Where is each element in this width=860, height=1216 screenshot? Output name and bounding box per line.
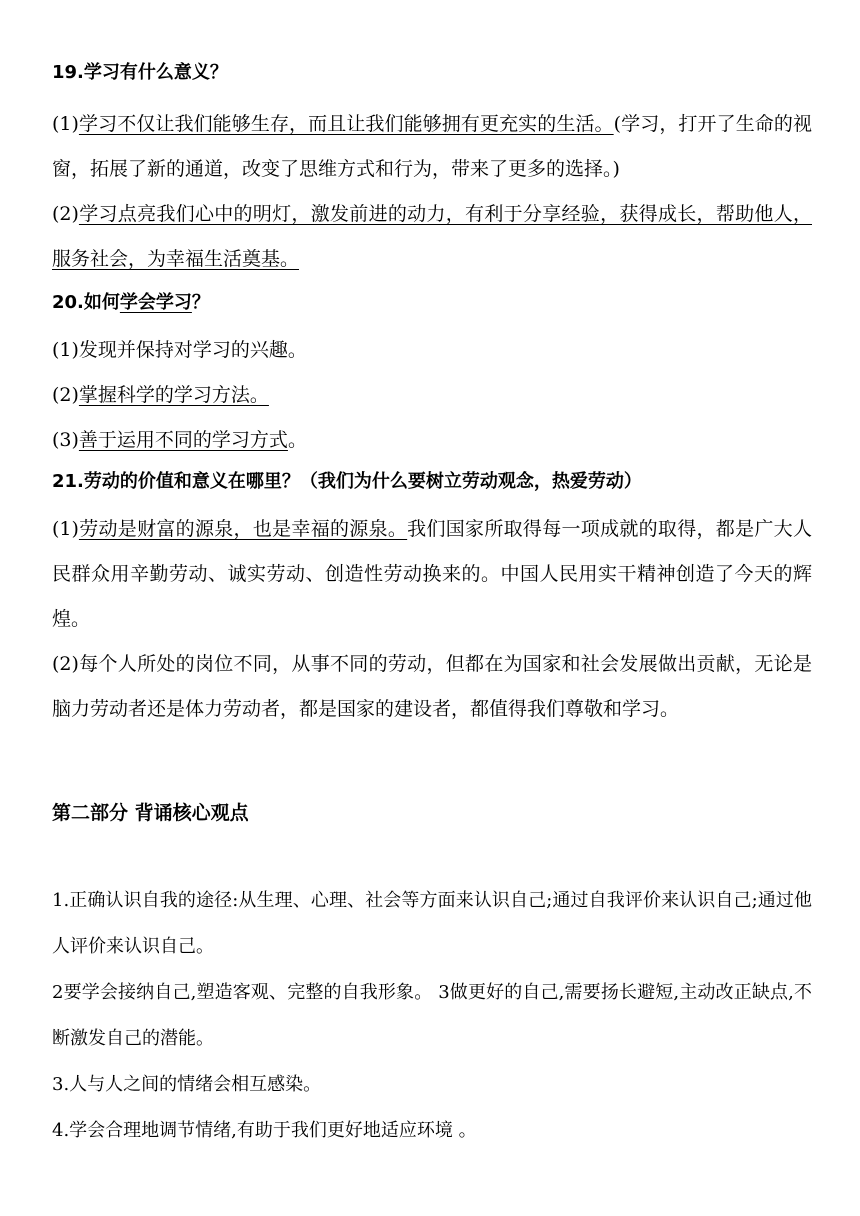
question-19-answer-1 — [52, 102, 812, 192]
answer-text: 我们国家所取得每一项成就的取得，都是广大人民群众用辛勤劳动、诚实劳动、创造性劳动换来的。中国人民用实干精神创造了今天的辉煌。 — [52, 518, 812, 630]
underlined-key-point: 学习不仅让我们能够生存，而且让我们能够拥有更充实的生活。 — [78, 113, 614, 135]
question-19-title: 19.学习有什么意义？ — [52, 62, 228, 83]
core-point-item: 2要学会接纳自己,塑造客观、完整的自我形象。 3做更好的自己,需要扬长避短,主动改正缺点,不断激发自己的潜能。 — [52, 982, 812, 1049]
answer-prefix: (2) — [52, 384, 79, 406]
answer-prefix: (1) — [52, 113, 79, 135]
underlined-key-point: 善于运用不同的学习方式 — [78, 429, 288, 451]
core-point-item: 4.学会合理地调节情绪,有助于我们更好地适应环境 。 — [52, 1120, 477, 1141]
answer-prefix: (1) — [52, 518, 79, 540]
answer-prefix: (2) — [52, 203, 79, 225]
question-19-answer-2 — [52, 192, 812, 282]
section-heading: 第二部分 背诵核心观点 — [52, 802, 249, 824]
answer-text: (学习，打开了生命的视窗，拓展了新的通道，改变了思维方式和行为，带来了更多的选择。) — [52, 113, 812, 180]
core-points-list — [52, 878, 812, 1154]
question-21-answer-1 — [52, 507, 812, 642]
title-suffix: ？ — [191, 292, 210, 313]
question-20-title — [52, 288, 812, 318]
answer-suffix: 。 — [287, 429, 307, 451]
question-20-answer-1: (1)发现并保持对学习的兴趣。 — [52, 339, 307, 361]
underlined-key-point: 学会学习 — [119, 292, 192, 313]
question-20-answer-3 — [52, 418, 812, 463]
question-21-title: 21.劳动的价值和意义在哪里？（我们为什么要树立劳动观念，热爱劳动） — [52, 471, 642, 492]
core-point-item: 1.正确认识自我的途径:从生理、心理、社会等方面来认识自己;通过自我评价来认识自己;通过他人评价来认识自己。 — [52, 890, 812, 957]
title-prefix: 20.如何 — [52, 292, 120, 313]
question-21-answer-2: (2)每个人所处的岗位不同，从事不同的劳动，但都在为国家和社会发展做出贡献，无论是脑力劳动者还是体力劳动者，都是国家的建设者，都值得我们尊敬和学习。 — [52, 653, 812, 720]
underlined-key-point: 掌握科学的学习方法。 — [78, 384, 269, 406]
underlined-key-point: 劳动是财富的源泉，也是幸福的源泉。 — [78, 518, 408, 540]
underlined-key-point: 学习点亮我们心中的明灯，激发前进的动力，有利于分享经验，获得成长，帮助他人，服务社会，为幸福生活奠基。 — [52, 203, 812, 270]
document-page — [52, 58, 812, 1154]
core-point-item: 3.人与人之间的情绪会相互感染。 — [52, 1074, 322, 1095]
answer-prefix: (3) — [52, 429, 79, 451]
question-20-answer-2 — [52, 373, 812, 418]
